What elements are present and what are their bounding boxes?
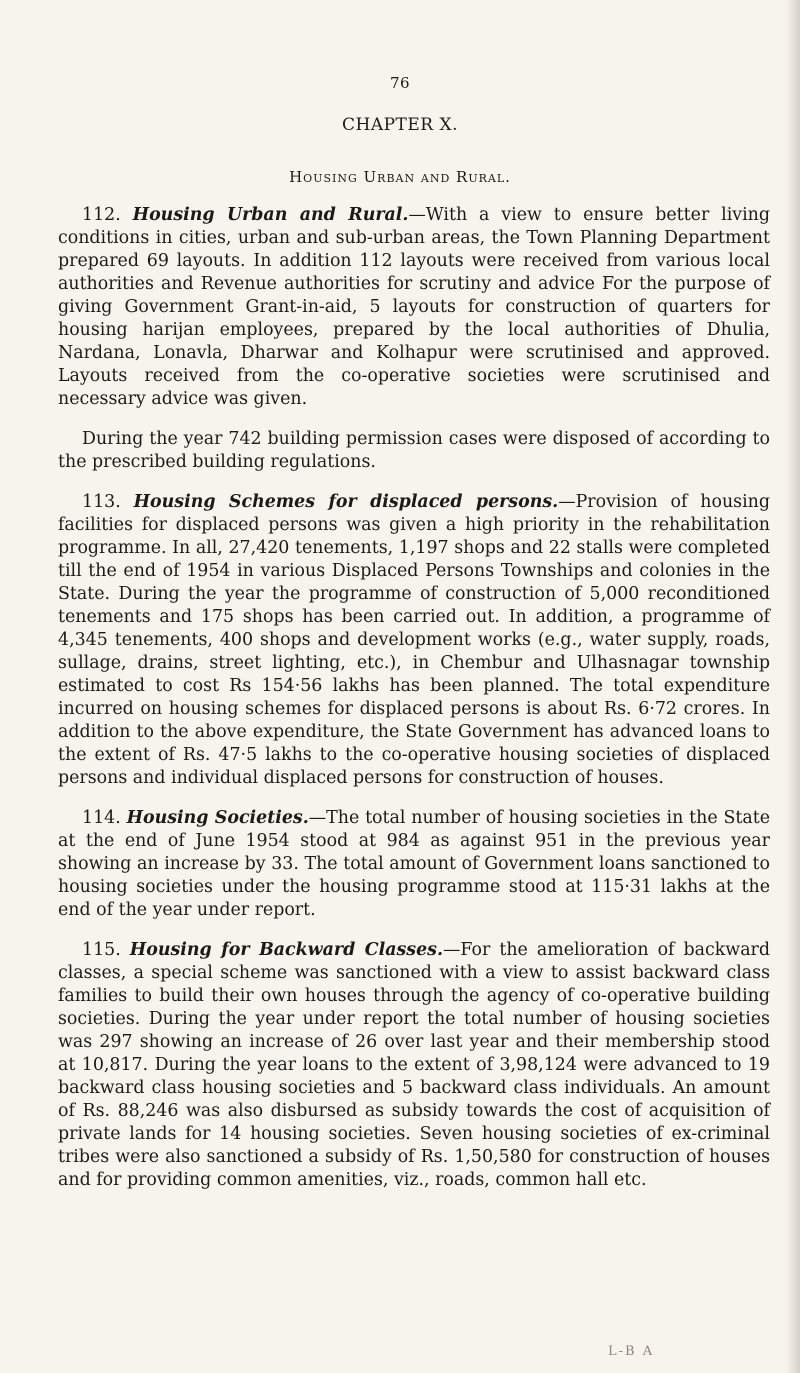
page-number: 76	[389, 74, 411, 92]
paragraph-number: 115.	[82, 940, 121, 960]
paragraph-text: —Provision of housing facilities for displaced persons was given a high priority in the rehabilitation programme. In all, 27,420 tenements, 1,197 shops and 22 stalls were completed till the end of 1954 in various Displaced Persons Townships and colonies in the State. During the year the programme of construction of 5,000 reconditioned tenements and 175 shops has been carried out. In addition, a programme of 4,345 tenements, 400 shops and development works (e.g., water supply, roads, sullage, drains, street lighting, etc.), in Chembur and Ulhasnagar township estimated to cost Rs 154·56 lakhs has been planned. The total expenditure incurred on housing schemes for displaced persons is about Rs. 6·72 crores. In addition to the above expenditure, the State Government has advanced loans to the extent of Rs. 47·5 lakhs to the co-operative housing societies of displaced persons and individual displaced persons for construction of houses.	[58, 492, 770, 788]
paragraph-text: —With a view to ensure better living conditions in cities, urban and sub-urban areas, the Town Planning Department prepared 69 layouts. In addition 112 layouts were received from various local authorities and Revenue authorities for scrutiny and advice For the purpose of giving Government Grant-in-aid, 5 layouts for construction of quarters for housing harijan employees, prepared by the local authorities of Dhulia, Nardana, Lonavla, Dharwar and Kolhapur were scrutinised and approved. Layouts received from the co-operative societies were scrutinised and necessary advice was given.	[58, 205, 771, 409]
section-title: Housing Urban and Rural.	[289, 168, 511, 186]
body-text	[58, 204, 770, 1209]
paragraph-heading: Housing for Backward Classes.	[129, 940, 444, 960]
paragraph-text: —The total number of housing societies in the State at the end of June 1954 stood at 984 as against 951 in the previous year showing an increase by 33. The total amount of Government loans sanctioned to housing societies under the housing programme stood at 115·31 lakhs at the end of the year under report.	[58, 808, 770, 920]
paragraph-building-permission: During the year 742 building permission cases were disposed of according to the prescribed building regulations.	[58, 429, 770, 472]
page-edge-shadow	[786, 0, 800, 1373]
paragraph-113	[58, 491, 770, 790]
paragraph-number: 113.	[82, 492, 121, 512]
paragraph-heading: Housing Societies.	[126, 808, 309, 828]
footer-mark: L-B A	[608, 1344, 655, 1359]
paragraph-number: 112.	[82, 205, 121, 225]
paragraph-115	[58, 939, 770, 1192]
paragraph-number: 114.	[82, 808, 121, 828]
paragraph-114	[58, 807, 770, 922]
paragraph-heading: Housing Urban and Rural.	[132, 205, 409, 225]
paragraph-112	[58, 204, 770, 411]
chapter-title: CHAPTER X.	[341, 115, 458, 135]
paragraph-text: —For the amelioration of backward classes, a special scheme was sanctioned with a view to assist backward class families to build their own houses through the agency of co-operative building societies. During the year under report the total number of housing societies was 297 showing an increase of 26 over last year and their membership stood at 10,817. During the year loans to the extent of 3,98,124 were advanced to 19 backward class housing societies and 5 backward class individuals. An amount of Rs. 88,246 was also disbursed as subsidy towards the cost of acquisition of private lands for 14 housing societies. Seven housing societies of ex-criminal tribes were also sanctioned a subsidy of Rs. 1,50,580 for construction of houses and for providing common amenities, viz., roads, common hall etc.	[58, 940, 771, 1190]
paragraph-heading: Housing Schemes for displaced persons.	[133, 492, 559, 512]
